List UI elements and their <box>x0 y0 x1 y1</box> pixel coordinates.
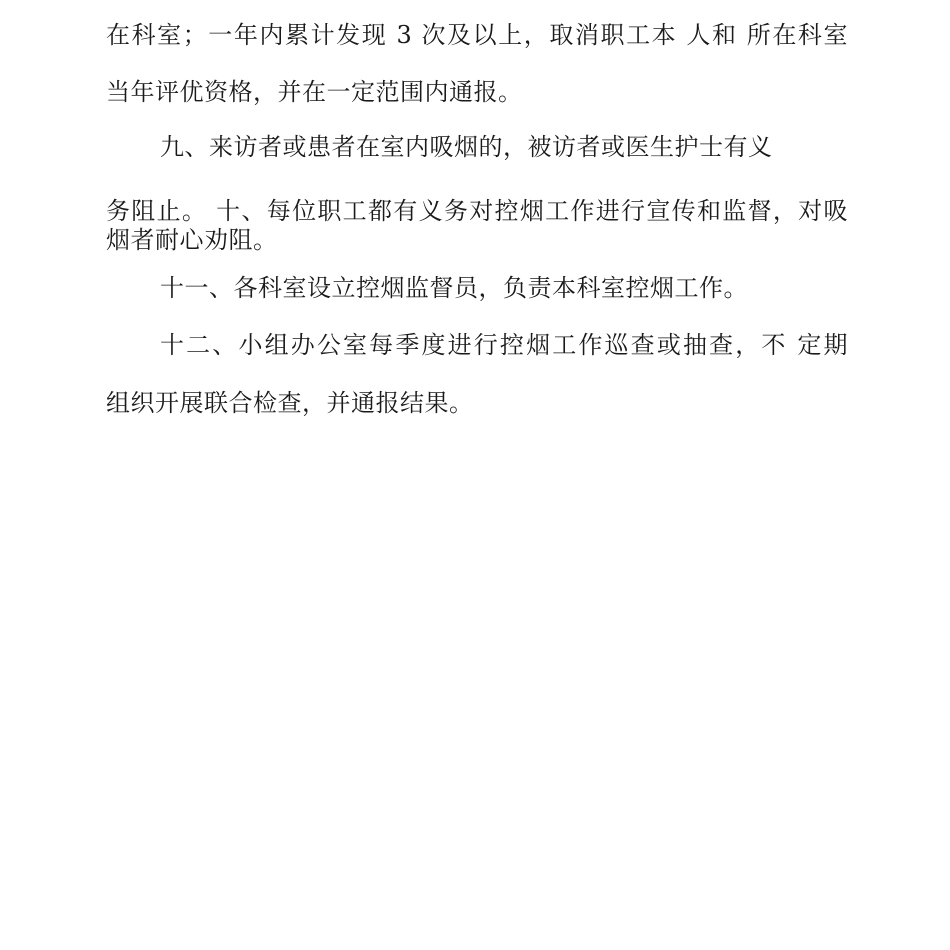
paragraph-line-3: 九、来访者或患者在室内吸烟的，被访者或医生护士有义 <box>160 133 773 161</box>
paragraph-line-2: 当年评优资格，并在一定范围内通报。 <box>106 78 523 106</box>
paragraph-line-5: 烟者耐心劝阻。 <box>106 226 278 254</box>
paragraph-line-4: 务阻止。 十、每位职工都有义务对控烟工作进行宣传和监督，对吸 <box>106 197 848 225</box>
paragraph-line-8: 组织开展联合检查，并通报结果。 <box>106 389 474 417</box>
paragraph-line-7: 十二、小组办公室每季度进行控烟工作巡查或抽查，不 定期 <box>160 331 848 359</box>
paragraph-line-1: 在科室；一年内累计发现 3 次及以上，取消职工本 人和 所在科室 <box>106 21 848 49</box>
paragraph-line-6: 十一、各科室设立控烟监督员，负责本科室控烟工作。 <box>160 274 748 302</box>
